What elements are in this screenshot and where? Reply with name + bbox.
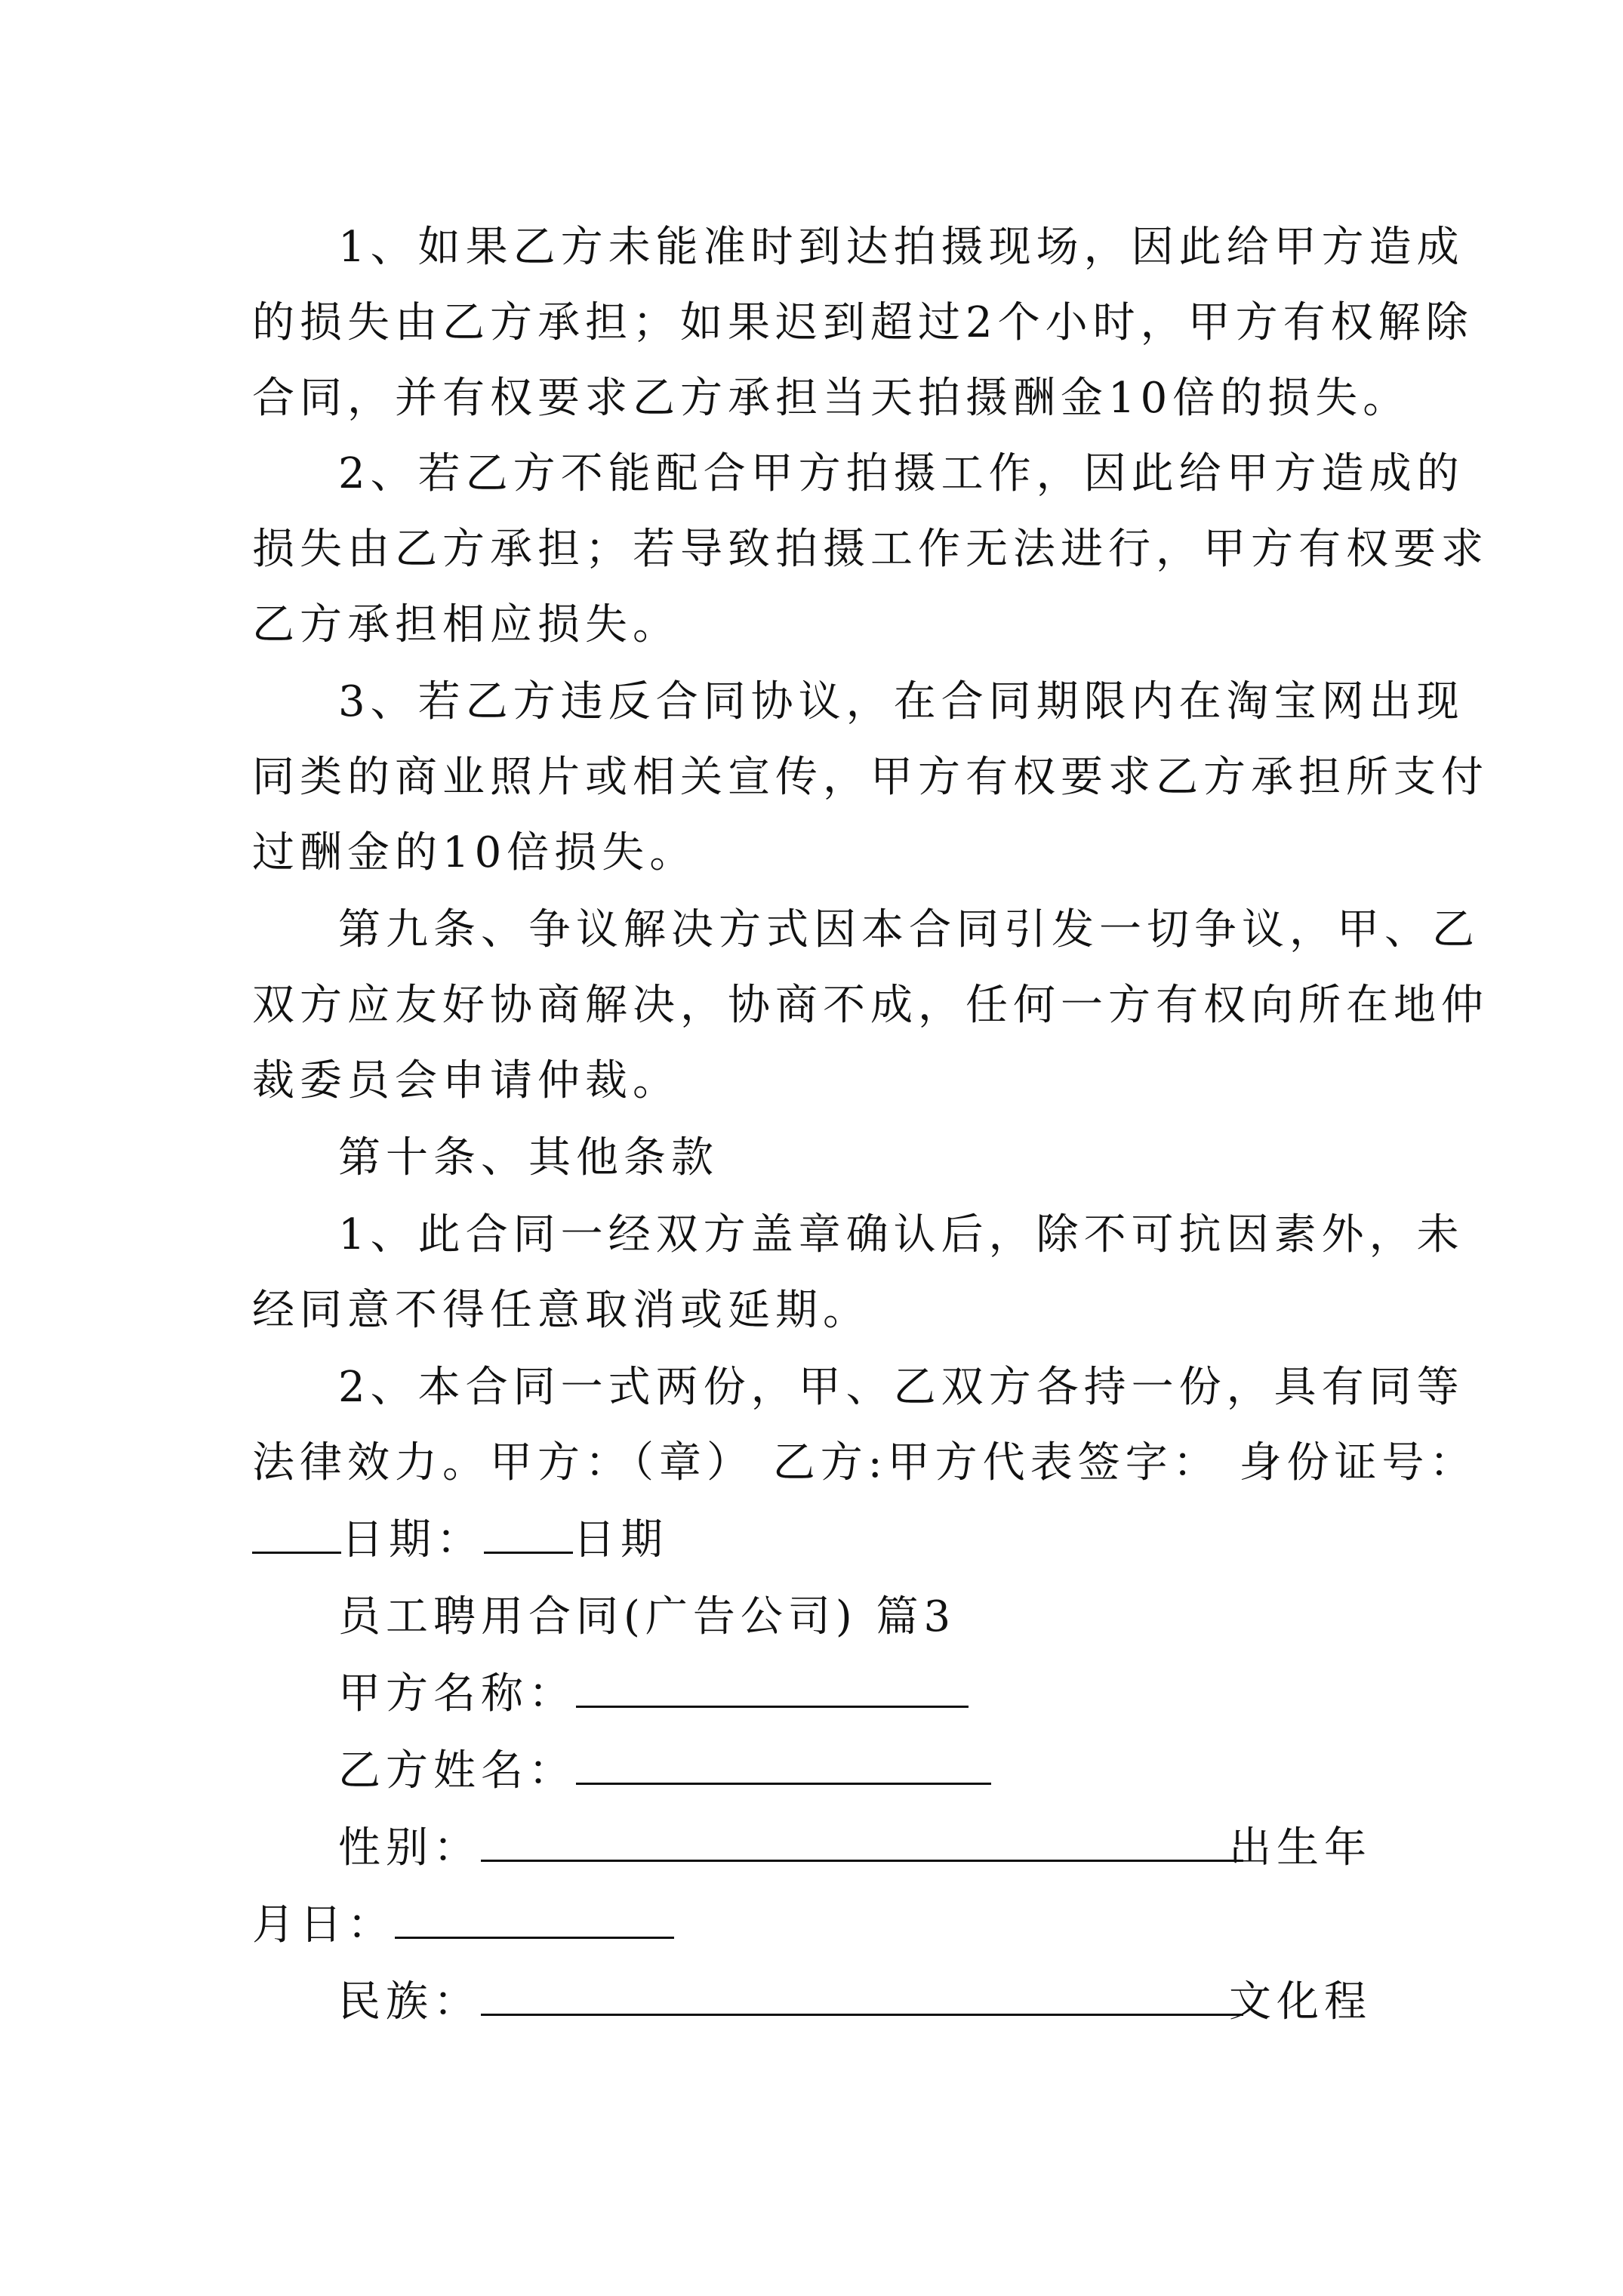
gender-field [338, 1811, 1392, 1886]
paragraph-line: 第十条、其他条款 [338, 1133, 719, 1182]
ethnicity-blank [481, 2013, 1243, 2016]
ethnicity-field [338, 1965, 1392, 2040]
signature-blank [252, 1551, 341, 1554]
paragraph-line: 损失由乙方承担；若导致拍摄工作无法进行，甲方有权要求 [252, 525, 1489, 574]
birth-label-cont: 月日： [252, 1900, 395, 1949]
paragraph-line: 过酬金的10倍损失。 [252, 828, 698, 877]
paragraph-line: 双方应友好协商解决，协商不成，任何一方有权向所在地仲 [252, 981, 1489, 1030]
party-a-field [338, 1657, 1392, 1732]
date-label: 日期： [341, 1515, 484, 1564]
paragraph-line: 1、此合同一经双方盖章确认后，除不可抗因素外，未 [338, 1210, 1464, 1259]
paragraph-line: 3、若乙方违反合同协议，在合同期限内在淘宝网出现 [338, 677, 1464, 726]
education-label: 文化程 [1229, 1977, 1372, 2026]
signature-blank [484, 1551, 573, 1554]
party-b-blank [576, 1782, 991, 1785]
paragraph-line: 2、本合同一式两份，甲、乙双方各持一份，具有同等 [338, 1363, 1464, 1412]
paragraph-line: 合同，并有权要求乙方承担当天拍摄酬金10倍的损失。 [252, 374, 1411, 423]
party-b-field [338, 1734, 1392, 1809]
gender-label: 性别： [338, 1823, 481, 1872]
gender-blank [481, 1859, 1243, 1862]
paragraph-line: 裁委员会申请仲裁。 [252, 1056, 680, 1105]
paragraph-line: 同类的商业照片或相关宣传，甲方有权要求乙方承担所支付 [252, 753, 1489, 802]
party-b-label: 乙方姓名： [338, 1746, 576, 1795]
section-title: 员工聘用合同(广告公司) 篇3 [338, 1592, 956, 1641]
date-label: 日期 [573, 1515, 668, 1564]
paragraph-line: 经同意不得任意取消或延期。 [252, 1286, 870, 1335]
paragraph-line: 第九条、争议解决方式因本合同引发一切争议，甲、乙 [338, 905, 1480, 954]
paragraph-line: 乙方承担相应损失。 [252, 600, 680, 649]
birth-label: 出生年 [1229, 1823, 1372, 1872]
date-line [252, 1502, 1392, 1578]
ethnicity-label: 民族： [338, 1977, 481, 2026]
paragraph-line: 2、若乙方不能配合甲方拍摄工作，因此给甲方造成的 [338, 449, 1464, 498]
paragraph-line: 1、如果乙方未能准时到达拍摄现场，因此给甲方造成 [338, 223, 1464, 272]
birth-blank [395, 1936, 674, 1939]
birth-field [252, 1888, 1392, 1963]
party-a-blank [576, 1705, 969, 1708]
paragraph-line: 的损失由乙方承担；如果迟到超过2个小时，甲方有权解除 [252, 298, 1474, 347]
party-a-label: 甲方名称： [338, 1669, 576, 1718]
paragraph-line: 法律效力。甲方：（章） 乙方:甲方代表签字： 身份证号： [252, 1438, 1477, 1487]
